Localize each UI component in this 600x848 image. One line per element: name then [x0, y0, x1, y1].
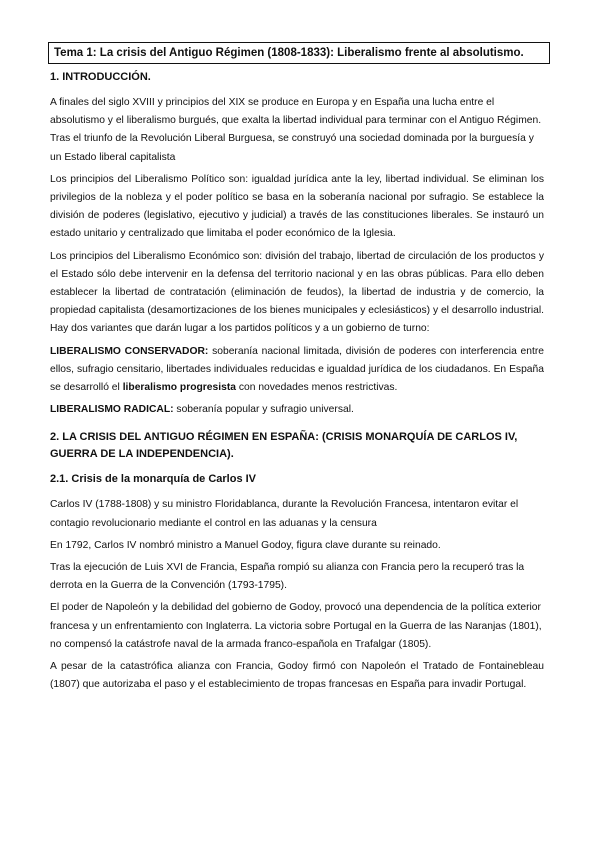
paragraph: El poder de Napoleón y la debilidad del gobierno de Godoy, provocó una dependencia de la política exterior francesa y un enfrentamiento con Inglaterra. La victoria sobre Portugal en la Guerra de las Naranjas (1801), no compensó la catástrofe naval de la armada franco-española en Trafalgar (1805). — [50, 602, 542, 650]
paragraph-text: soberanía nacional limitada, división de poderes con interferencia entre ellos, sufragio censitario, libertades individuales reducidas e igualdad jurídica de los ciudadanos. En España se desarrolló el — [50, 345, 545, 394]
document-body — [50, 70, 544, 698]
paragraph: Tras la ejecución de Luis XVI de Francia, España rompió su alianza con Francia pero la recuperó tras la derrota en la Guerra de la Convención (1793-1795). — [50, 562, 525, 592]
paragraph-liberalismo-conservador — [50, 343, 544, 398]
paragraph: Los principios del Liberalismo Económico son: división del trabajo, libertad de circulación de los productos y el Estado sólo debe intervenir en la defensa del territorio nacional y en las obras públicas. Para ello deben establecer la libertad de contratación (eliminación de feudos), la libertad de industria y de comercio, la propiedad capitalista (desamortizaciones de los bienes municipales y eclesiásticos) y el desarrollo industrial. Hay dos variantes que darán lugar a los partidos políticos y a un gobierno de turno: — [50, 250, 544, 335]
paragraph: Los principios del Liberalismo Político son: igualdad jurídica ante la ley, libertad individual. Se eliminan los privilegios de la nobleza y el poder político se basa en la soberanía nacional por sufragio. Se establece la división de poderes (legislativo, ejecutivo y judicial) a través de las constituciones liberales. Se instauró un estado unitario y centralizado que limitaba el poder económico de la Iglesia. — [50, 173, 544, 240]
paragraph: En 1792, Carlos IV nombró ministro a Manuel Godoy, figura clave durante su reinado. — [50, 539, 441, 551]
paragraph: A finales del siglo XVIII y principios del XIX se produce en Europa y en España una lucha entre el absolutismo y el liberalismo burgués, que exalta la libertad individual para terminar con el Antiguo Régimen. Tras el triunfo de la Revolución Liberal Burguesa, se construyó una sociedad dominada por la burguesía y un Estado liberal capitalista — [50, 97, 542, 163]
paragraph-text: soberanía popular y sufragio universal. — [173, 404, 354, 416]
paragraph: Carlos IV (1788-1808) y su ministro Floridablanca, durante la Revolución Francesa, intentaron evitar el contagio revolucionario mediante el control en las aduanas y la censura — [50, 499, 519, 529]
document-title: Tema 1: La crisis del Antiguo Régimen (1808-1833): Liberalismo frente al absolutismo. — [48, 42, 550, 64]
paragraph-text: con novedades menos restrictivas. — [236, 382, 398, 394]
section-1-heading: 1. INTRODUCCIÓN. — [50, 71, 151, 83]
subsection-2-1-heading: 2.1. Crisis de la monarquía de Carlos IV — [50, 473, 257, 486]
term-liberalismo-radical: LIBERALISMO RADICAL: — [50, 404, 174, 416]
paragraph: A pesar de la catastrófica alianza con Francia, Godoy firmó con Napoleón el Tratado de Fontainebleau (1807) que autorizaba el paso y el establecimiento de tropas francesas en España para invadir Portugal. — [50, 661, 544, 691]
section-2-heading: 2. LA CRISIS DEL ANTIGUO RÉGIMEN EN ESPAÑA: (CRISIS MONARQUÍA DE CARLOS IV, GUERRA DE LA INDEPENDENCIA). — [50, 431, 518, 461]
paragraph-liberalismo-radical — [50, 401, 544, 419]
term-liberalismo-progresista: liberalismo progresista — [122, 382, 236, 394]
term-liberalismo-conservador: LIBERALISMO CONSERVADOR: — [50, 345, 209, 357]
